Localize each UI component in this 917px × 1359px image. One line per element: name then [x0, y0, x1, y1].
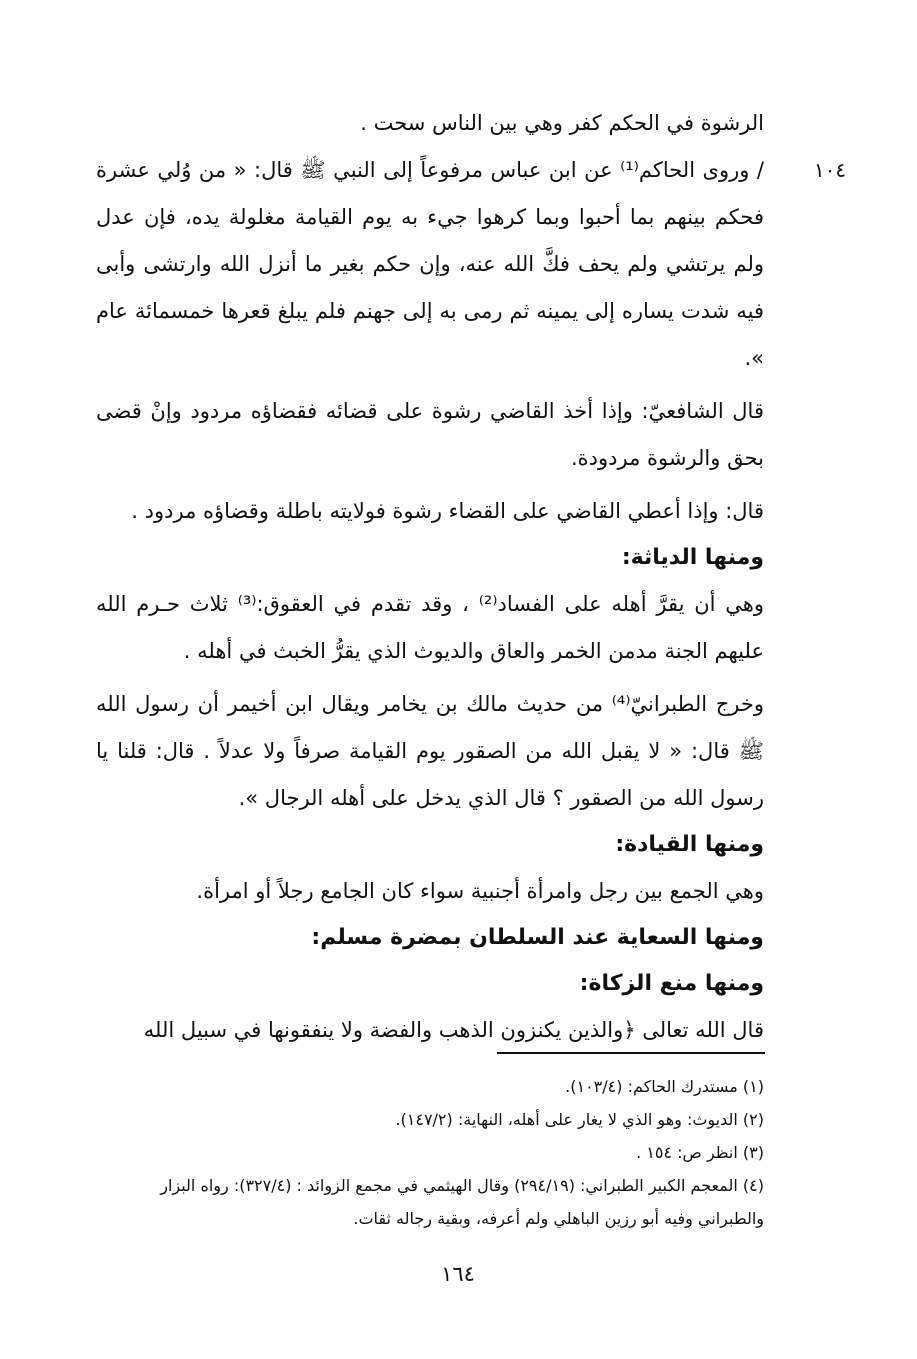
paragraph-shafii-ruling: قال الشافعيّ: وإذا أخذ القاضي رشوة على قضائه فقضاؤه مردود وإنْ قضى بحق والرشوة مردودة.: [96, 399, 764, 470]
heading-qiyada: ومنها القيادة:: [615, 832, 764, 857]
main-text: [96, 100, 764, 1054]
heading-siaya: ومنها السعاية عند السلطان بمضرة مسلم:: [311, 925, 764, 950]
footnote-divider: [497, 1052, 765, 1054]
footnote-2: (٢) الديوث: وهو الذي لا يغار على أهله، النهاية: (١٤٧/٢).: [395, 1110, 764, 1129]
footnote-4: (٤) المعجم الكبير الطبراني: (٢٩٤/١٩) وقال الهيثمي في مجمع الزوائد : (٣٢٧/٤): رواه البزار والطبراني وفيه أبو رزين الباهلي ولم أعرفه، وبقية رجاله ثقات.: [160, 1176, 764, 1228]
heading-zakat: ومنها منع الزكاة:: [579, 971, 764, 996]
margin-page-reference: ١٠٤: [813, 158, 847, 182]
page-number: ١٦٤: [441, 1262, 475, 1286]
paragraph-hakim-hadith: / وروى الحاكم⁽¹⁾ عن ابن عباس مرفوعاً إلى النبي ﷺ قال: « من وُلي عشرة فحكم بينهم بما أحبوا وبما كرهوا جيء به يوم القيامة مغلولة يده، فإن عدل ولم يرتشي ولم يحف فكَّ الله عنه، وإن حكم بغير ما أنزل الله وارتشى وأبى فيه شدت يساره إلى يمينه ثم رمى به إلى جهنم فلم يبلغ قعرها خمسمائة عام ».: [96, 158, 764, 370]
footnotes: [92, 1070, 764, 1235]
footnote-3: (٣) انظر ص: ١٥٤ .: [636, 1143, 764, 1162]
paragraph-bribery-verdict: الرشوة في الحكم كفر وهي بين الناس سحت .: [360, 111, 764, 135]
paragraph-tabarani-hadith: وخرج الطبرانيّ⁽⁴⁾ من حديث مالك بن يخامر ويقال ابن أخيمر أن رسول الله ﷺ قال: « لا يقبل الله من الصقور يوم القيامة صرفاً ولا عدلاً . قال: قلنا يا رسول الله من الصقور ؟ قال الذي يدخل على أهله الرجال ».: [96, 692, 764, 810]
paragraph-dayatha-definition: وهي أن يقرَّ أهله على الفساد⁽²⁾ ، وقد تقدم في العقوق:⁽³⁾ ثلاث حـرم الله عليهم الجنة مدمن الخمر والعاق والديوث الذي يقرُّ الخبث في أهله .: [96, 592, 764, 663]
paragraph-zakat-verse: قال الله تعالى ﴿والذين يكنزون الذهب والفضة ولا ينفقونها في سبيل الله: [143, 1018, 764, 1042]
heading-dayatha: ومنها الدياثة:: [621, 545, 764, 570]
paragraph-judge-appointment: قال: وإذا أعطي القاضي على القضاء رشوة فولايته باطلة وقضاؤه مردود .: [131, 499, 764, 523]
footnote-1: (١) مستدرك الحاكم: (١٠٣/٤).: [565, 1077, 764, 1096]
paragraph-qiyada-definition: وهي الجمع بين رجل وامرأة أجنبية سواء كان الجامع رجلاً أو امرأة.: [196, 879, 764, 903]
